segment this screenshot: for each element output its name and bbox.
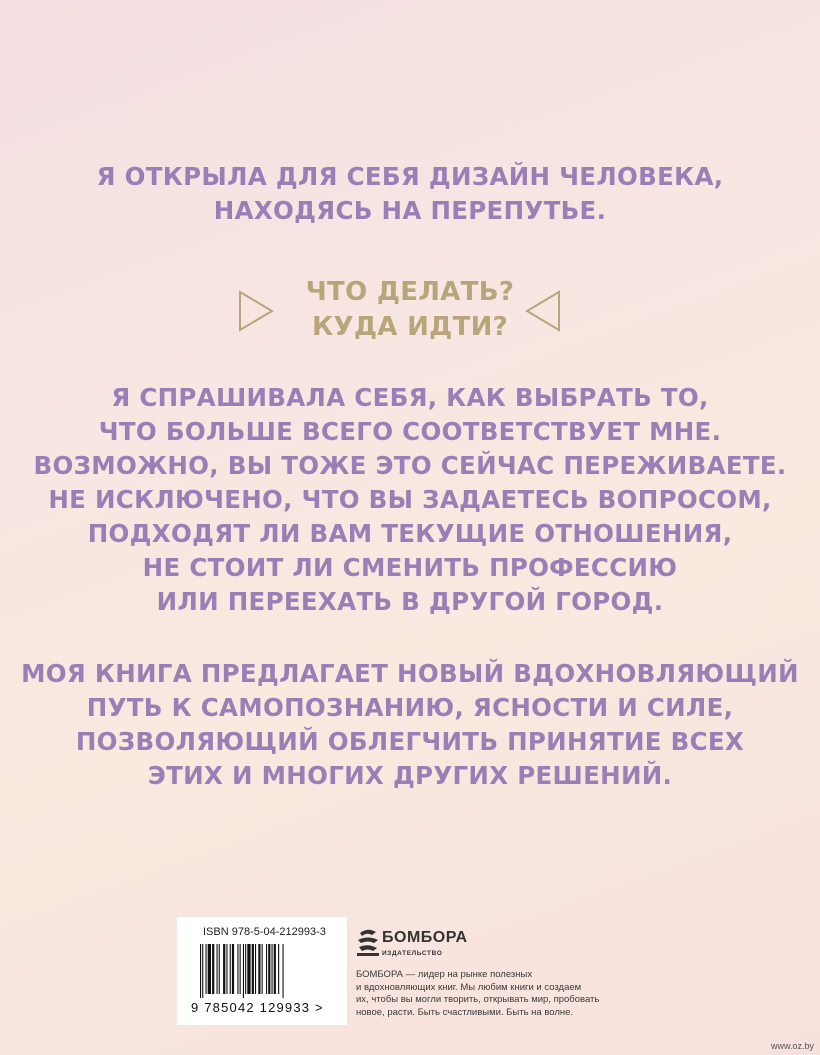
paragraph-line: НЕ СТОИТ ЛИ СМЕНИТЬ ПРОФЕССИЮ — [142, 553, 678, 582]
description-line: их, чтобы вы могли творить, открывать мир, пробовать — [356, 994, 600, 1005]
publisher-description — [356, 969, 656, 1019]
barcode-bar — [212, 944, 214, 994]
barcode-bar — [268, 944, 270, 994]
paragraph-line: Я СПРАШИВАЛА СЕБЯ, КАК ВЫБРАТЬ ТО, — [111, 383, 709, 412]
barcode-bar — [200, 944, 201, 998]
barcode-bar — [206, 944, 207, 994]
barcode-bar — [243, 944, 244, 998]
barcode-bar — [255, 944, 256, 994]
description-line: и вдохновляющих книг. Мы любим книги и создаем — [356, 981, 582, 993]
intro-line: Я ОТКРЫЛА ДЛЯ СЕБЯ ДИЗАЙН ЧЕЛОВЕКА, — [96, 162, 724, 191]
paragraph-2 — [0, 657, 820, 793]
paragraph-line: ЭТИХ И МНОГИХ ДРУГИХ РЕШЕНИЙ. — [147, 761, 673, 790]
ean-digits: 9 785042 129933 > — [191, 1000, 324, 1015]
barcode-bar — [226, 944, 227, 994]
barcode-bar — [202, 944, 203, 998]
barcode-bar — [217, 944, 218, 994]
barcode-bar — [247, 944, 250, 994]
questions — [0, 275, 820, 345]
publisher-logo — [356, 923, 486, 968]
barcode-bars — [199, 944, 334, 998]
barcode-bar — [272, 944, 273, 994]
barcode — [177, 917, 347, 1025]
barcode-bar — [266, 944, 267, 994]
question-line: ЧТО ДЕЛАТЬ? — [305, 277, 515, 307]
paragraph-line: ЧТО БОЛЬШЕ ВСЕГО СООТВЕТСТВУЕТ МНЕ. — [98, 417, 722, 446]
barcode-bar — [274, 944, 276, 994]
watermark: www.oz.by — [770, 1041, 814, 1051]
barcode-bar — [208, 944, 211, 994]
description-line: БОМБОРА — лидер на рынке полезных — [356, 969, 533, 980]
triangle-left-icon — [525, 290, 561, 332]
barcode-bar — [219, 944, 220, 994]
paragraph-line: МОЯ КНИГА ПРЕДЛАГАЕТ НОВЫЙ ВДОХНОВЛЯЮЩИЙ — [21, 659, 799, 688]
paragraph-line: ВОЗМОЖНО, ВЫ ТОЖЕ ЭТО СЕЙЧАС ПЕРЕЖИВАЕТЕ. — [33, 451, 787, 480]
paragraph-line: ПОДХОДЯТ ЛИ ВАМ ТЕКУЩИЕ ОТНОШЕНИЯ, — [87, 519, 733, 548]
intro-text — [0, 160, 820, 228]
barcode-bar — [223, 944, 225, 994]
paragraph-1 — [0, 381, 820, 619]
paragraph-line: ИЛИ ПЕРЕЕХАТЬ В ДРУГОЙ ГОРОД. — [156, 587, 664, 616]
barcode-bar — [230, 944, 231, 994]
barcode-bar — [283, 944, 284, 998]
publisher-subtitle: ИЗДАТЕЛЬСТВО — [382, 950, 443, 957]
barcode-bar — [252, 944, 254, 994]
barcode-bar — [262, 944, 263, 994]
paragraph-line: НЕ ИСКЛЮЧЕНО, ЧТО ВЫ ЗАДАЕТЕСЬ ВОПРОСОМ, — [48, 485, 772, 514]
barcode-bar — [245, 944, 246, 994]
paragraph-line: ПОЗВОЛЯЮЩИЙ ОБЛЕГЧИТЬ ПРИНЯТИЕ ВСЕХ — [75, 727, 745, 756]
barcode-bar — [232, 944, 234, 994]
barcode-bar — [278, 944, 279, 994]
bombora-logo-icon — [356, 927, 380, 957]
intro-line: НАХОДЯСЬ НА ПЕРЕПУТЬЕ. — [213, 196, 607, 225]
barcode-bar — [237, 944, 238, 994]
description-line: новое, расти. Быть счастливыми. Быть на волне. — [356, 1006, 574, 1018]
barcode-bar — [258, 944, 260, 994]
barcode-bar — [240, 944, 241, 994]
paragraph-line: ПУТЬ К САМОПОЗНАНИЮ, ЯСНОСТИ И СИЛЕ, — [86, 693, 734, 722]
question-line: КУДА ИДТИ? — [311, 312, 509, 342]
publisher-name: БОМБОРА — [382, 929, 468, 946]
isbn-number: ISBN 978-5-04-212993-3 — [203, 926, 326, 938]
